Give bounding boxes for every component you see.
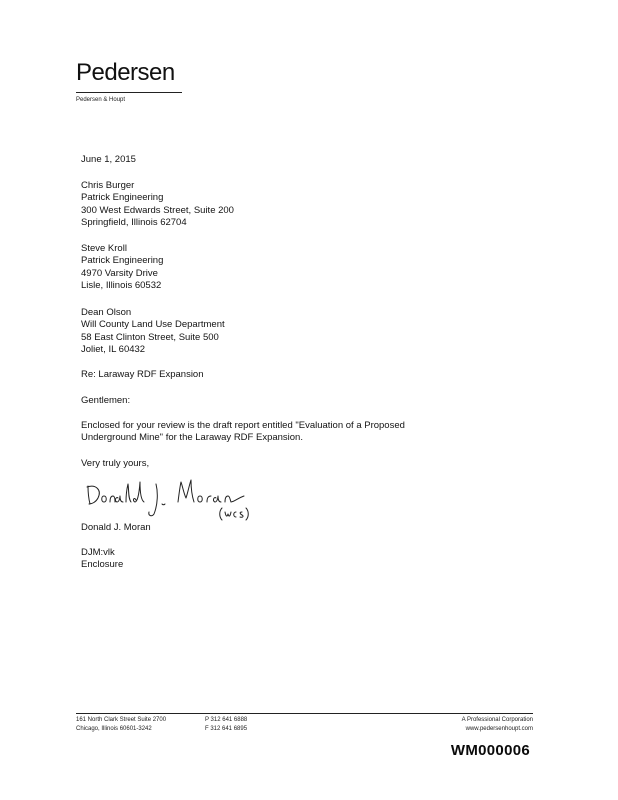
- recipient-street: 58 East Clinton Street, Suite 500: [81, 331, 219, 343]
- footer-website: www.pedersenhoupt.com: [465, 726, 533, 732]
- recipient-city: Springfield, Illinois 62704: [81, 216, 187, 228]
- re-line: [81, 369, 204, 381]
- footer-corp-type: A Professional Corporation: [461, 717, 533, 723]
- recipient-block-1: [81, 180, 234, 229]
- bates-number: WM000006: [450, 742, 530, 759]
- handwritten-signature: [84, 474, 274, 524]
- firm-logo-name: Pedersen: [76, 59, 175, 86]
- footer-rule: [76, 713, 533, 714]
- firm-logo-subtitle: Pedersen & Houpt: [76, 97, 126, 103]
- body-paragraph: [81, 420, 481, 445]
- recipient-city: Joliet, IL 60432: [81, 343, 146, 355]
- letter-date: [81, 154, 136, 166]
- recipient-block-3: [81, 307, 225, 356]
- footer-phone: P 312 641 6888: [205, 717, 248, 723]
- salutation-text: Gentlemen:: [81, 395, 131, 406]
- recipient-organization: Patrick Engineering: [81, 192, 164, 204]
- signer-name-text: Donald J. Moran: [81, 522, 151, 533]
- footer-address: [76, 716, 166, 734]
- closing-text: Very truly yours,: [81, 458, 150, 469]
- letterhead-rule: [76, 92, 182, 93]
- recipient-organization: Patrick Engineering: [81, 255, 164, 267]
- recipient-name: Chris Burger: [81, 180, 135, 191]
- footer-fax: F 312 641 6895: [205, 726, 248, 732]
- recipient-city: Lisle, Illinois 60532: [81, 279, 162, 291]
- footer-address-line-2: Chicago, Illinois 60601-3242: [76, 726, 152, 732]
- recipient-name: Steve Kroll: [81, 243, 127, 254]
- salutation: [81, 395, 130, 407]
- footer-corporate: [462, 716, 533, 734]
- footer-phones: [205, 716, 247, 734]
- date-text: June 1, 2015: [81, 154, 136, 165]
- letterhead: [76, 59, 182, 103]
- footer-address-line-1: 161 North Clark Street Suite 2700: [76, 717, 167, 723]
- enclosure-note: Enclosure: [81, 559, 124, 571]
- recipient-street: 4970 Varsity Drive: [81, 267, 158, 279]
- body-line-2: Underground Mine" for the Laraway RDF Expansion.: [81, 432, 303, 444]
- recipient-block-2: [81, 243, 163, 292]
- re-text: Re: Laraway RDF Expansion: [81, 369, 204, 380]
- body-line-1: Enclosed for your review is the draft report entitled "Evaluation of a Proposed: [81, 420, 405, 431]
- initials: DJM:vlk: [81, 547, 115, 558]
- recipient-name: Dean Olson: [81, 307, 132, 318]
- closing: [81, 458, 149, 470]
- signer-name: [81, 522, 151, 534]
- recipient-organization: Will County Land Use Department: [81, 319, 225, 331]
- reference-block: [81, 547, 123, 572]
- recipient-street: 300 West Edwards Street, Suite 200: [81, 204, 234, 216]
